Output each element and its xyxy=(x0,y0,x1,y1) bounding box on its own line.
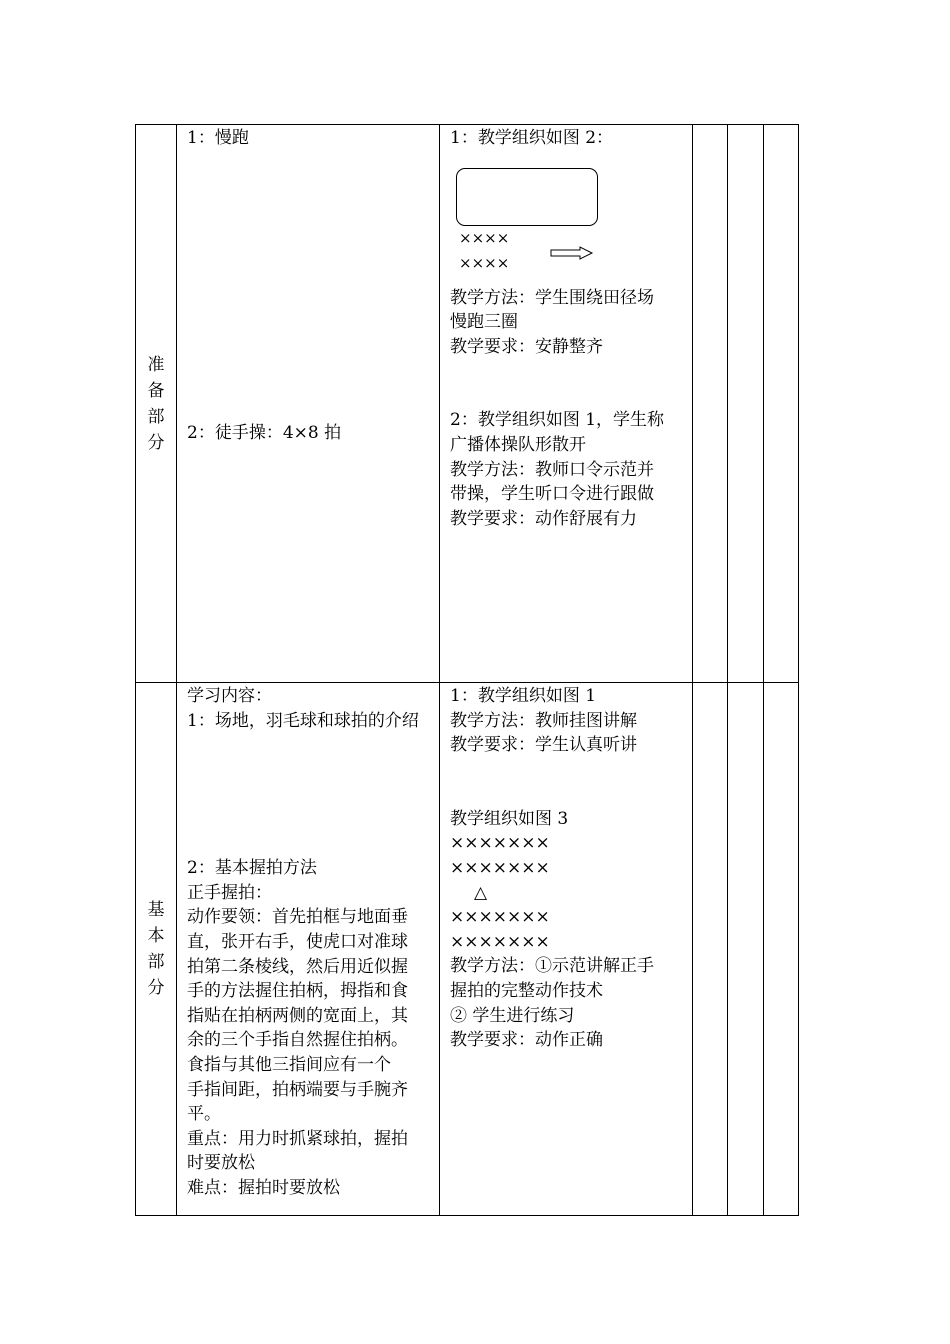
lesson-plan-table xyxy=(135,124,799,1216)
difficulty: 难点：握拍时要放松 xyxy=(187,1177,340,1198)
key-point-a: 重点：用力时抓紧球拍，握拍 xyxy=(187,1128,408,1149)
essentials-line: 手指间距，拍柄端要与手腕齐 xyxy=(187,1079,408,1100)
section-prep-text: 准备部分 xyxy=(147,354,165,453)
essentials-line: 手的方法握住拍柄，拇指和食 xyxy=(187,981,408,1002)
prep-req-1: 教学要求：安静整齐 xyxy=(450,336,603,357)
track-field-rect xyxy=(456,168,598,226)
basic-content-cell xyxy=(177,683,440,1216)
prep-content-cell xyxy=(177,125,440,683)
basic-item-1: 1：场地，羽毛球和球拍的介绍 xyxy=(187,710,419,731)
prep-method-2b: 带操，学生听口令进行跟做 xyxy=(450,484,654,505)
section-label-prep xyxy=(136,125,177,683)
section-label-basic xyxy=(136,683,177,1216)
basic-heading: 学习内容： xyxy=(187,686,272,706)
basic-req-1: 教学要求：学生认真听讲 xyxy=(450,735,637,756)
prep-org-2a: 2：教学组织如图 1，学生称 xyxy=(450,410,665,431)
prep-org-title-1: 1：教学组织如图 2： xyxy=(450,128,614,148)
formation-row-1: ×××× xyxy=(459,228,510,247)
prep-method-1a: 教学方法：学生围绕田径场 xyxy=(450,287,654,308)
basic-method-1: 教学方法：教师挂图讲解 xyxy=(450,710,637,731)
arrow-right-icon xyxy=(550,246,594,260)
essentials-line: 食指与其他三指间应有一个 xyxy=(187,1054,391,1075)
formation-diagram xyxy=(450,151,686,286)
prep-item-2: 2：徒手操：4×8 拍 xyxy=(187,422,342,443)
basic-empty-col-1 xyxy=(693,683,728,1216)
basic-item-2: 2：基本握拍方法 xyxy=(187,858,317,879)
prep-req-2: 教学要求：动作舒展有力 xyxy=(450,508,637,529)
basic-org-title-1: 1：教学组织如图 1 xyxy=(450,686,597,706)
essentials-line: 拍第二条棱线，然后用近似握 xyxy=(187,956,408,977)
prep-org-2b: 广播体操队形散开 xyxy=(450,434,586,455)
teacher-triangle-icon: △ xyxy=(474,882,488,903)
essentials-line: 余的三个手指自然握住拍柄。 xyxy=(187,1030,408,1051)
prep-empty-col-1 xyxy=(693,125,728,683)
prep-item-1: 1：慢跑 xyxy=(187,128,249,148)
x-row-4: ××××××× xyxy=(450,931,550,952)
row-prep xyxy=(136,125,799,683)
section-basic-text: 基本部分 xyxy=(147,900,165,998)
basic-method-2b: 握拍的完整动作技术 xyxy=(450,980,603,1001)
essentials-line: 动作要领：首先拍框与地面垂 xyxy=(187,907,408,928)
x-row-3: ××××××× xyxy=(450,907,550,928)
prep-method-1b: 慢跑三圈 xyxy=(450,312,518,333)
basic-sub: 正手握拍： xyxy=(187,882,272,903)
x-row-2: ××××××× xyxy=(450,857,550,878)
prep-empty-col-2 xyxy=(728,125,764,683)
essentials-line: 直，张开右手，使虎口对准球 xyxy=(187,931,408,952)
x-row-1: ××××××× xyxy=(450,833,550,854)
basic-method-2a: 教学方法：①示范讲解正手 xyxy=(450,956,654,977)
basic-req-2: 教学要求：动作正确 xyxy=(450,1030,603,1051)
row-basic xyxy=(136,683,799,1216)
basic-empty-col-3 xyxy=(764,683,799,1216)
basic-method-2c: ② 学生进行练习 xyxy=(450,1005,575,1026)
essentials-line: 指贴在拍柄两侧的宽面上，其 xyxy=(187,1005,408,1026)
essentials-line: 平。 xyxy=(187,1104,221,1125)
prep-method-2a: 教学方法：教师口令示范并 xyxy=(450,459,654,480)
fig3-title: 教学组织如图 3 xyxy=(450,808,569,829)
key-point-b: 时要放松 xyxy=(187,1153,255,1174)
basic-empty-col-2 xyxy=(728,683,764,1216)
prep-empty-col-3 xyxy=(764,125,799,683)
formation-row-2: ×××× xyxy=(459,253,510,272)
prep-org-cell xyxy=(440,125,693,683)
basic-org-cell xyxy=(440,683,693,1216)
